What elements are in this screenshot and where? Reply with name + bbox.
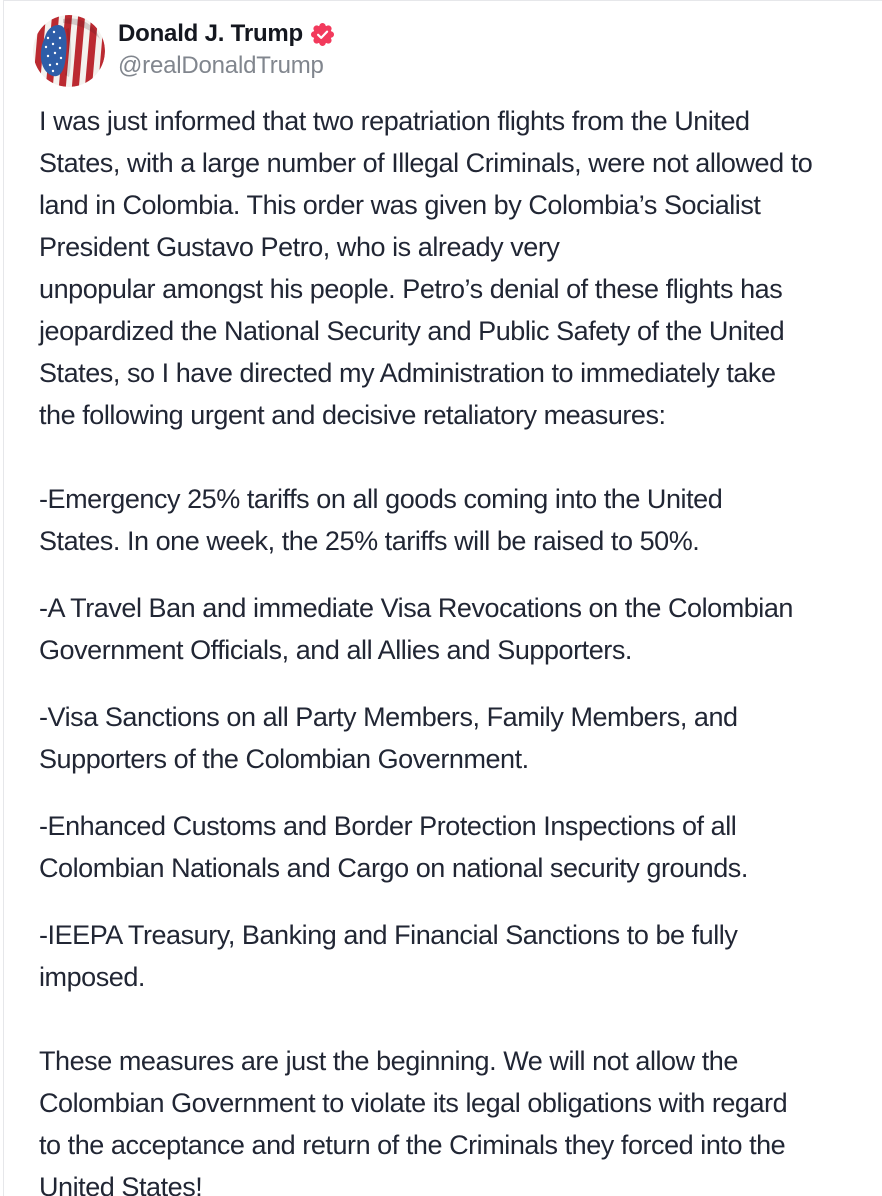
post-line: Supporters of the Colombian Government. bbox=[39, 744, 529, 774]
post-card bbox=[3, 0, 882, 1196]
post-line: United States! bbox=[39, 1172, 203, 1196]
post-line: jeopardized the National Security and Public Safety of the United bbox=[39, 316, 785, 346]
post-line: States, so I have directed my Administration to immediately take bbox=[39, 358, 776, 388]
post-paragraph bbox=[39, 696, 882, 780]
post-line: -Visa Sanctions on all Party Members, Family Members, and bbox=[39, 702, 738, 732]
post-line: These measures are just the beginning. We will not allow the bbox=[39, 1046, 738, 1076]
post-paragraph bbox=[39, 914, 882, 998]
post-line: Colombian Nationals and Cargo on national security grounds. bbox=[39, 853, 748, 883]
post-line: -A Travel Ban and immediate Visa Revocations on the Colombian bbox=[39, 593, 793, 623]
post-line: -IEEPA Treasury, Banking and Financial Sanctions to be fully bbox=[39, 920, 738, 950]
post-line: -Enhanced Customs and Border Protection Inspections of all bbox=[39, 811, 737, 841]
post-paragraph bbox=[39, 1040, 882, 1196]
handle[interactable]: @realDonaldTrump bbox=[118, 52, 324, 79]
post-body bbox=[4, 87, 882, 1196]
post-paragraph bbox=[39, 478, 882, 562]
post-header bbox=[4, 1, 882, 87]
post-line: Government Officials, and all Allies and Supporters. bbox=[39, 635, 632, 665]
post-line: States. In one week, the 25% tariffs will be raised to 50%. bbox=[39, 526, 700, 556]
post-line: President Gustavo Petro, who is already very bbox=[39, 232, 560, 262]
name-row bbox=[118, 18, 334, 50]
post-line: States, with a large number of Illegal Criminals, were not allowed to bbox=[39, 148, 813, 178]
post-line: the following urgent and decisive retaliatory measures: bbox=[39, 400, 666, 430]
post-line: land in Colombia. This order was given by Colombia’s Socialist bbox=[39, 190, 761, 220]
trump-flag-face-avatar-icon bbox=[33, 15, 105, 87]
verified-badge-icon bbox=[311, 23, 334, 46]
post-line: -Emergency 25% tariffs on all goods coming into the United bbox=[39, 484, 723, 514]
post-paragraph bbox=[39, 587, 882, 671]
post-line: to the acceptance and return of the Criminals they forced into the bbox=[39, 1130, 786, 1160]
post-line: Colombian Government to violate its legal obligations with regard bbox=[39, 1088, 788, 1118]
post-line: imposed. bbox=[39, 962, 145, 992]
post-paragraph bbox=[39, 100, 882, 436]
avatar[interactable] bbox=[33, 15, 105, 87]
post-line: I was just informed that two repatriation flights from the United bbox=[39, 106, 750, 136]
post-line: unpopular amongst his people. Petro’s denial of these flights has bbox=[39, 274, 783, 304]
display-name[interactable]: Donald J. Trump bbox=[118, 20, 304, 47]
identity-block bbox=[118, 15, 334, 81]
post-paragraph bbox=[39, 805, 882, 889]
